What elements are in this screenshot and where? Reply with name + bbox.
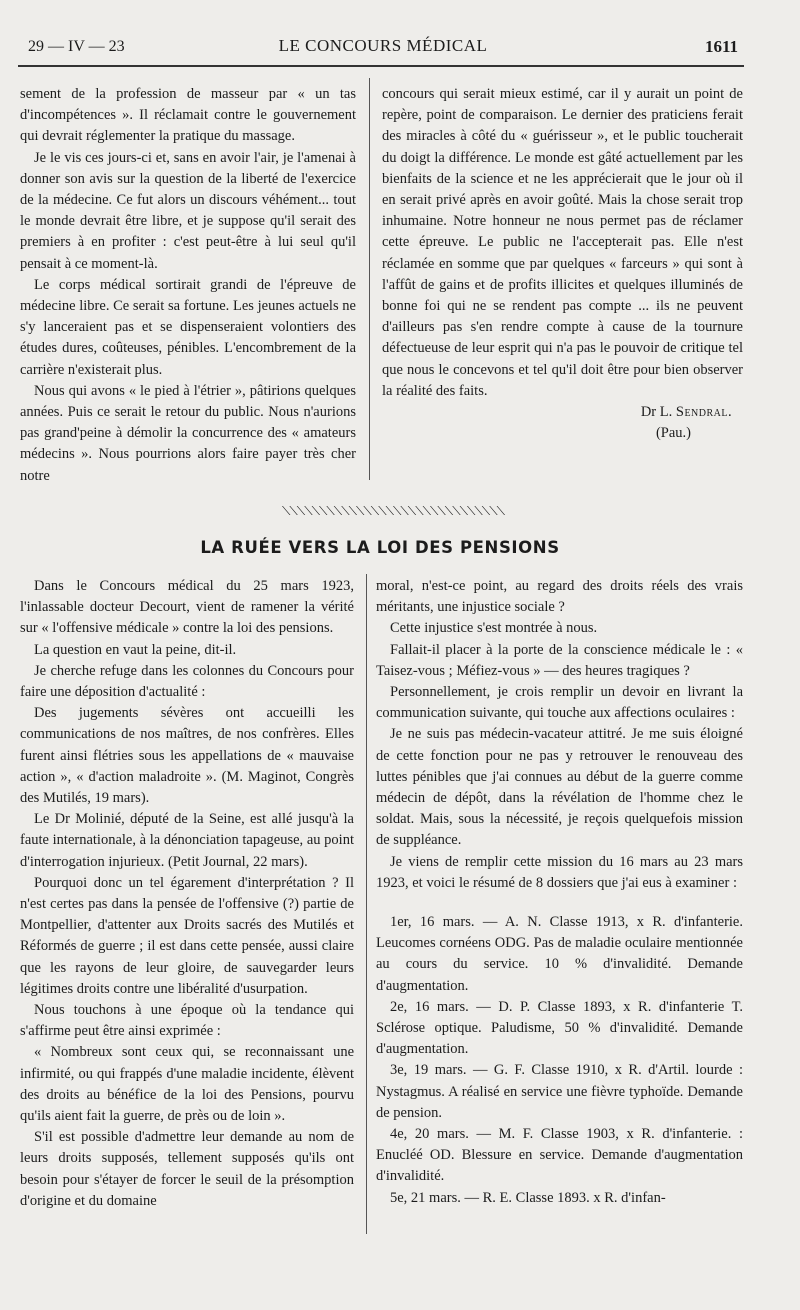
paragraph: Je ne suis pas médecin-vacateur attitré. Je me suis éloigné de cette fonction pour ne pas y retrouver le renouveau des luttes pénibles que j'ai connues au début de la guerre comme médecin de dépôt, dans la révélation de l'homme chez le soldat. Mais, sous la nécessité, je reçois quelquefois mission de suppléance. [376, 726, 743, 849]
case-entry: 3e, 19 mars. — G. F. Classe 1910, x R. d'Artil. lourde : Nystagmus. A réalisé en service une fièvre typhoïde. Demande de pension. [376, 1062, 743, 1121]
paragraph: Personnellement, je crois remplir un devoir en livrant la communication suivante, qui touche aux affections oculaires : [376, 684, 743, 722]
paragraph: Je cherche refuge dans les colonnes du Concours pour faire une déposition d'actualité : [20, 662, 354, 701]
signature-place: (Pau.) [655, 425, 691, 442]
signature-place-line [382, 423, 743, 444]
column-divider-bottom [366, 574, 367, 1234]
case-entry: 4e, 20 mars. — M. F. Classe 1903, x R. d'infanterie. : Enucléé OD. Blessure en service. Demande d'augmentation d'invalidité. [376, 1126, 743, 1185]
signature-name: Sendral. [675, 404, 733, 421]
paragraph: Le Dr Molinié, député de la Seine, est allé jusqu'à la faute internationale, à la dénonciation tapageuse, au point d'interrogation injurieux. (Petit Journal, 22 mars). [20, 811, 354, 870]
paragraph: Fallait-il placer à la porte de la conscience médicale le : « Taisez-vous ; Méfiez-vous » — des heures tragiques ? [376, 641, 743, 679]
paragraph: Nous touchons à une époque où la tendance qui s'affirme peut être ainsi exprimée : [20, 1002, 354, 1040]
section-ornament: ⟍⟍⟍⟍⟍⟍⟍⟍⟍⟍⟍⟍⟍⟍⟍⟍⟍⟍⟍⟍⟍⟍⟍⟍⟍⟍⟍⟍⟍⟍ [282, 504, 505, 518]
paragraph: « Nombreux sont ceux qui, se reconnaissant une infirmité, ou qui frappés d'une maladie incidente, élèvent des droits au bénéfice de la loi des Pensions, pourvu qu'ils aient fait la guerre, de près ou de loin ». [20, 1044, 354, 1125]
page-number: 1611 [704, 37, 738, 56]
paragraph: moral, n'est-ce point, au regard des droits réels des vrais méritants, une injustice sociale ? [376, 578, 743, 616]
paragraph: Je viens de remplir cette mission du 16 mars au 23 mars 1923, et voici le résumé de 8 dossiers que j'ai eus à examiner : [376, 853, 743, 891]
top-right-column [382, 84, 743, 444]
column-divider-top [369, 78, 370, 480]
signature-prefix: Dr L. [640, 404, 673, 421]
signature [382, 402, 743, 423]
paragraph: Dans le Concours médical du 25 mars 1923, l'inlassable docteur Decourt, vient de ramener la vérité sur « l'offensive médicale » contre la loi des pensions. [20, 578, 354, 637]
case-list [376, 912, 743, 1209]
paragraph: La question en vaut la peine, dit-il. [34, 641, 237, 658]
top-left-column [20, 84, 356, 487]
paragraph: Nous qui avons « le pied à l'étrier », pâtirions quelques années. Puis ce serait le retour du public. Nous n'aurions pas grand'peine à démolir la concurrence des « amateurs médecins ». Nous pourrions alors faire payer très cher notre [20, 382, 356, 484]
running-header [28, 34, 738, 60]
paragraph: sement de la profession de masseur par « un tas d'incompétences ». Il réclamait contre le gouvernement qui devrait réglementer la pratique du massage. [20, 86, 356, 145]
bottom-left-column [20, 576, 354, 1212]
section-title: LA RUÉE VERS LA LOI DES PENSIONS [200, 538, 560, 557]
case-entry: 5e, 21 mars. — R. E. Classe 1893. x R. d'infan- [390, 1189, 666, 1206]
paragraph: Pourquoi donc un tel égarement d'interprétation ? Il n'est certes pas dans la pensée de l'offensive (?) partie de Montpellier, d'attenter aux Droits sacrés des Mutilés et Réformés de guerre ; il est dans cette pensée, aussi claire que les rayons de leur gloire, de sauvegarder leurs légitimes droits contre une libéralité d'usurpation. [20, 874, 354, 997]
journal-title: LE CONCOURS MÉDICAL [278, 36, 488, 55]
paragraph: Je le vis ces jours-ci et, sans en avoir l'air, je l'amenai à donner son avis sur la question de la liberté de l'exercice de la médecine. Ce fut alors un discours véhément... tout le monde devrait être libre, et je suppose qu'il serait des premiers à en profiter : c'est peut-être à lui seul qu'il pensait à ce moment-là. [20, 149, 356, 272]
paragraph: S'il est possible d'admettre leur demande au nom de leurs droits supposés, tellement supposés qu'ils ont besoin pour s'étayer de forcer le seuil de la présomption d'origine et du domaine [20, 1129, 354, 1209]
case-entry: 2e, 16 mars. — D. P. Classe 1893, x R. d'infanterie T. Sclérose optique. Paludisme, 50 % d'invalidité. Demande d'augmentation. [376, 998, 743, 1058]
paragraph: Des jugements sévères ont accueilli les communications de nos maîtres, de nos confrères. Elles furent ainsi flétries sous les appellations de « mauvaise action », « d'action maladroite ». (M. Maginot, Congrès des Mutilés, 19 mars). [20, 705, 354, 807]
header-rule [18, 65, 744, 67]
paragraph: Le corps médical sortirait grandi de l'épreuve de médecine libre. Ce serait sa fortune. Les jeunes actuels ne s'y lanceraient pas et se dispenseraient volontiers des études dures, coûteuses, pénibles. L'encombrement de la carrière n'existerait plus. [20, 276, 356, 378]
paragraph: concours qui serait mieux estimé, car il y aurait un point de repère, point de comparaison. Le dernier des praticiens ferait des miracles à côté du « guérisseur », et le public toucherait du doigt la différence. Le monde est gâté actuellement par les bienfaits de la science et ne les apprécierait que le jour où il en serait privé après en avoir goûté. Mais la chose serait trop inhumaine. Notre honneur ne nous permet pas de réclamer cette épreuve. Le public ne l'accepterait pas. Elle n'est réclamée en somme que par quelques « farceurs » qui sont à l'affût de gains et de profits illicites et quelques illuminés de bonne foi qui ne se rendent pas compte ... ils ne peuvent d'ailleurs pas s'en rendre compte à cause de la tournure défectueuse de leur esprit qui n'a pas le pouvoir de critique tel que nous le concevons et tel qu'il doit être pour bien observer la réalité des faits. [382, 86, 743, 399]
header-date: 29 — IV — 23 [28, 38, 125, 55]
paragraph: Cette injustice s'est montrée à nous. [390, 620, 598, 637]
bottom-right-column [376, 576, 743, 1209]
case-entry: 1er, 16 mars. — A. N. Classe 1913, x R. d'infanterie. Leucomes cornéens ODG. Pas de maladie oculaire mentionnée au cours du service. 10 % d'invalidité. Demande d'augmentation. [376, 914, 743, 994]
